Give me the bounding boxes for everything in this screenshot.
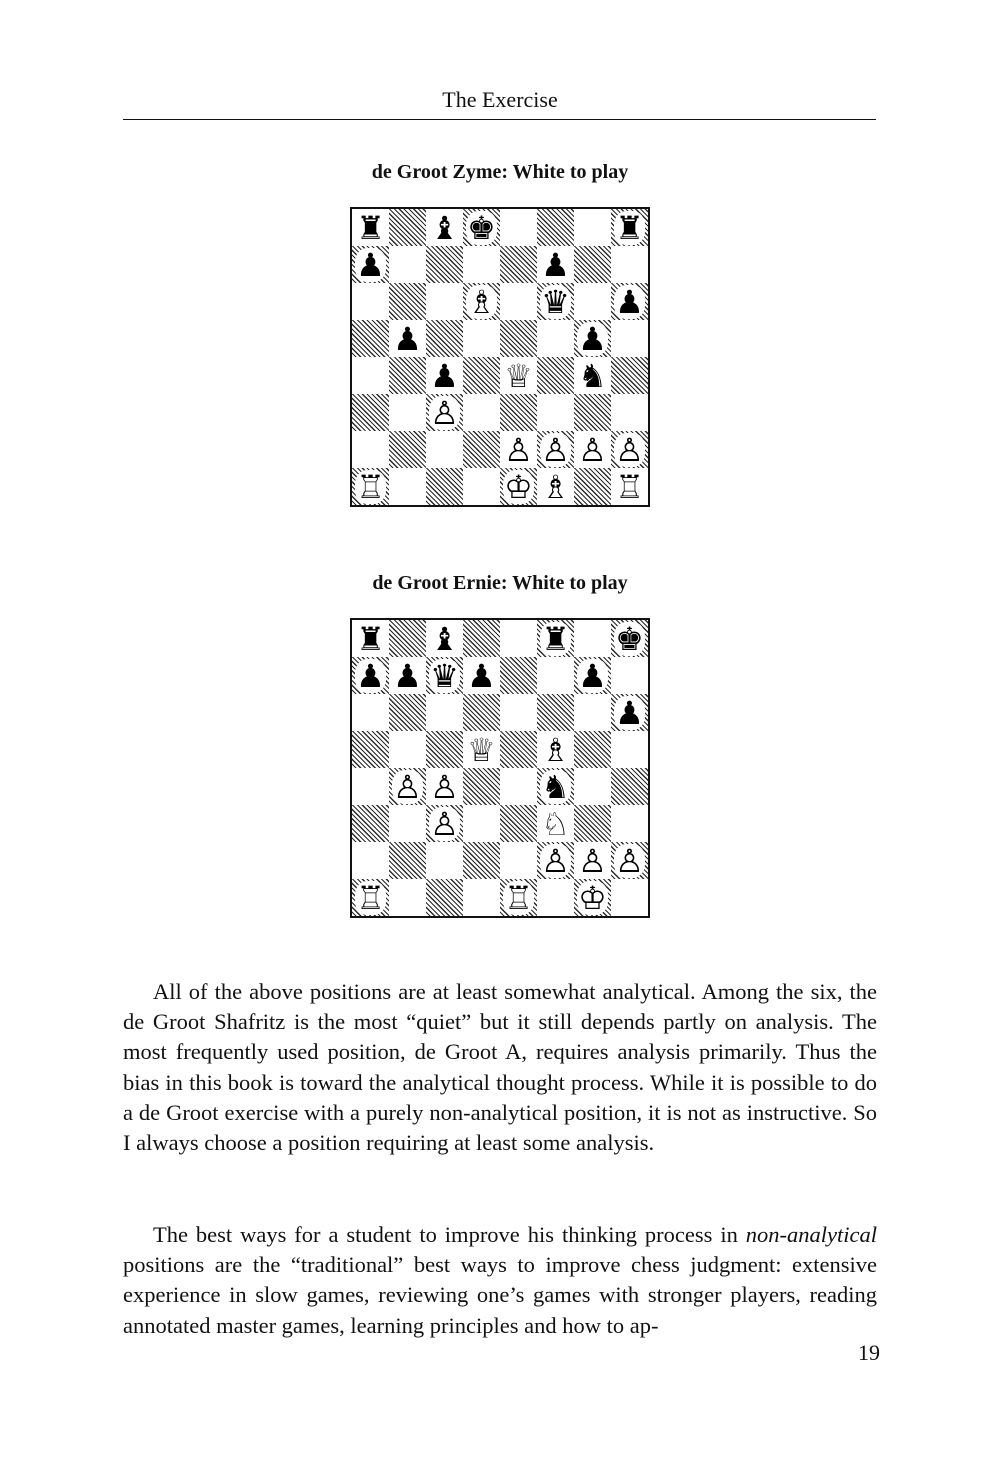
square-c6 <box>426 694 463 731</box>
chess-board-zyme <box>350 207 650 507</box>
square-a2 <box>352 431 389 468</box>
square-b5 <box>389 731 426 768</box>
square-b6 <box>389 694 426 731</box>
chess-piece: ♖ <box>615 467 644 506</box>
square-d3 <box>463 394 500 431</box>
paragraph-2 <box>123 1220 877 1341</box>
square-e1 <box>500 468 537 505</box>
square-e4 <box>500 357 537 394</box>
chess-piece: ♟ <box>356 245 385 284</box>
square-c7 <box>426 657 463 694</box>
square-h2 <box>611 431 648 468</box>
page-number: 19 <box>858 1340 880 1365</box>
paragraph-2-emphasis: non-analytical <box>745 1222 877 1247</box>
square-e6 <box>500 283 537 320</box>
header-rule <box>123 119 876 120</box>
square-d1 <box>463 468 500 505</box>
chess-piece: ♟ <box>393 319 422 358</box>
chess-piece: ♗ <box>467 282 496 321</box>
chess-piece: ♙ <box>430 393 459 432</box>
chess-piece: ♝ <box>430 619 459 658</box>
square-b2 <box>389 842 426 879</box>
square-h2 <box>611 842 648 879</box>
square-b6 <box>389 283 426 320</box>
square-d4 <box>463 357 500 394</box>
square-h1 <box>611 879 648 916</box>
diagram-caption-zyme: de Groot Zyme: White to play <box>371 161 629 183</box>
square-c8 <box>426 209 463 246</box>
square-a3 <box>352 394 389 431</box>
square-e2 <box>500 431 537 468</box>
square-a7 <box>352 657 389 694</box>
square-a6 <box>352 283 389 320</box>
square-g1 <box>574 468 611 505</box>
square-g1 <box>574 879 611 916</box>
square-a7 <box>352 246 389 283</box>
square-a1 <box>352 879 389 916</box>
square-f4 <box>537 357 574 394</box>
square-e7 <box>500 246 537 283</box>
square-c8 <box>426 620 463 657</box>
square-g5 <box>574 731 611 768</box>
square-h8 <box>611 209 648 246</box>
square-c4 <box>426 768 463 805</box>
square-a4 <box>352 768 389 805</box>
square-b5 <box>389 320 426 357</box>
chess-piece: ♙ <box>541 841 570 880</box>
chess-piece: ♙ <box>393 767 422 806</box>
square-h4 <box>611 357 648 394</box>
chess-piece: ♚ <box>467 208 496 247</box>
square-d6 <box>463 283 500 320</box>
square-d7 <box>463 657 500 694</box>
square-d7 <box>463 246 500 283</box>
square-b4 <box>389 357 426 394</box>
chess-piece: ♟ <box>467 656 496 695</box>
square-c5 <box>426 731 463 768</box>
square-f8 <box>537 620 574 657</box>
square-d2 <box>463 842 500 879</box>
chess-piece: ♟ <box>393 656 422 695</box>
square-d5 <box>463 320 500 357</box>
square-c6 <box>426 283 463 320</box>
square-h4 <box>611 768 648 805</box>
chess-piece: ♙ <box>504 430 533 469</box>
square-d2 <box>463 431 500 468</box>
square-h3 <box>611 805 648 842</box>
square-b3 <box>389 394 426 431</box>
square-g7 <box>574 246 611 283</box>
chess-piece: ♜ <box>356 208 385 247</box>
square-c1 <box>426 468 463 505</box>
square-d4 <box>463 768 500 805</box>
chess-piece: ♟ <box>615 693 644 732</box>
chess-piece: ♟ <box>615 282 644 321</box>
square-a4 <box>352 357 389 394</box>
square-g4 <box>574 357 611 394</box>
square-f3 <box>537 805 574 842</box>
square-c3 <box>426 394 463 431</box>
square-h5 <box>611 320 648 357</box>
chess-piece: ♞ <box>578 356 607 395</box>
square-d8 <box>463 209 500 246</box>
paragraph-2-text-end: positions are the “traditional” best ways to improve chess judgment: extensive experience in slow games, reviewing one’s games with stronger players, reading annotated master games, learning principles and how to ap- <box>123 1252 877 1338</box>
chess-piece: ♙ <box>578 841 607 880</box>
square-g8 <box>574 209 611 246</box>
paragraph-1 <box>123 977 877 1158</box>
square-b4 <box>389 768 426 805</box>
square-f5 <box>537 731 574 768</box>
square-b2 <box>389 431 426 468</box>
square-c4 <box>426 357 463 394</box>
square-g3 <box>574 805 611 842</box>
square-d3 <box>463 805 500 842</box>
square-g6 <box>574 694 611 731</box>
chess-piece: ♙ <box>578 430 607 469</box>
chess-piece: ♚ <box>615 619 644 658</box>
square-a5 <box>352 731 389 768</box>
square-h6 <box>611 694 648 731</box>
chess-piece: ♟ <box>578 319 607 358</box>
square-b8 <box>389 620 426 657</box>
square-f8 <box>537 209 574 246</box>
chess-piece: ♟ <box>356 656 385 695</box>
paragraph-1-text: All of the above positions are at least somewhat analytical. Among the six, the de Groot Shafritz is the most “quiet” but it still depends partly on analysis. The most frequently used position, de Groot A, requires analysis primarily. Thus the bias in this book is toward the analytical thought process. While it is possible to do a de Groot exercise with a purely non-analytical position, it is not as instructive. So I always choose a position requiring at least some analysis. <box>123 979 877 1156</box>
square-f6 <box>537 694 574 731</box>
chess-piece: ♕ <box>504 356 533 395</box>
chess-piece: ♟ <box>541 245 570 284</box>
square-f7 <box>537 657 574 694</box>
square-e2 <box>500 842 537 879</box>
square-h1 <box>611 468 648 505</box>
square-e3 <box>500 805 537 842</box>
square-e3 <box>500 394 537 431</box>
chess-piece: ♟ <box>578 656 607 695</box>
square-f2 <box>537 842 574 879</box>
square-d1 <box>463 879 500 916</box>
square-e6 <box>500 694 537 731</box>
chess-piece: ♜ <box>541 619 570 658</box>
square-g4 <box>574 768 611 805</box>
square-f1 <box>537 879 574 916</box>
square-a1 <box>352 468 389 505</box>
paragraph-2-text-start: The best ways for a student to improve his thinking process in <box>153 1222 746 1247</box>
square-b8 <box>389 209 426 246</box>
chess-piece: ♜ <box>356 619 385 658</box>
square-a8 <box>352 209 389 246</box>
chess-piece: ♙ <box>615 430 644 469</box>
square-e5 <box>500 731 537 768</box>
square-c7 <box>426 246 463 283</box>
square-e7 <box>500 657 537 694</box>
chess-piece: ♝ <box>430 208 459 247</box>
square-e5 <box>500 320 537 357</box>
square-h6 <box>611 283 648 320</box>
square-g7 <box>574 657 611 694</box>
square-g8 <box>574 620 611 657</box>
square-a2 <box>352 842 389 879</box>
square-e8 <box>500 209 537 246</box>
square-e8 <box>500 620 537 657</box>
square-a6 <box>352 694 389 731</box>
square-f2 <box>537 431 574 468</box>
square-c5 <box>426 320 463 357</box>
square-c2 <box>426 431 463 468</box>
square-h8 <box>611 620 648 657</box>
chess-piece: ♗ <box>541 730 570 769</box>
chess-piece: ♙ <box>430 767 459 806</box>
square-f4 <box>537 768 574 805</box>
square-h7 <box>611 657 648 694</box>
chess-piece: ♜ <box>615 208 644 247</box>
square-b1 <box>389 879 426 916</box>
square-g5 <box>574 320 611 357</box>
square-a8 <box>352 620 389 657</box>
chess-piece: ♖ <box>356 467 385 506</box>
chess-piece: ♘ <box>541 804 570 843</box>
square-f7 <box>537 246 574 283</box>
square-e1 <box>500 879 537 916</box>
chess-piece: ♞ <box>541 767 570 806</box>
chess-piece: ♙ <box>430 804 459 843</box>
diagram-caption-ernie: de Groot Ernie: White to play <box>372 572 628 594</box>
square-c2 <box>426 842 463 879</box>
square-f6 <box>537 283 574 320</box>
square-h3 <box>611 394 648 431</box>
chess-piece: ♖ <box>504 878 533 917</box>
square-b1 <box>389 468 426 505</box>
square-d8 <box>463 620 500 657</box>
square-f1 <box>537 468 574 505</box>
chess-piece: ♗ <box>541 467 570 506</box>
square-h5 <box>611 731 648 768</box>
square-f5 <box>537 320 574 357</box>
square-e4 <box>500 768 537 805</box>
square-a5 <box>352 320 389 357</box>
chess-piece: ♙ <box>615 841 644 880</box>
chess-board-ernie <box>350 618 650 918</box>
chess-piece: ♔ <box>578 878 607 917</box>
square-g6 <box>574 283 611 320</box>
chess-piece: ♛ <box>430 656 459 695</box>
square-f3 <box>537 394 574 431</box>
square-a3 <box>352 805 389 842</box>
square-b7 <box>389 246 426 283</box>
chess-piece: ♙ <box>541 430 570 469</box>
chess-piece: ♕ <box>467 730 496 769</box>
square-g2 <box>574 842 611 879</box>
chess-piece: ♔ <box>504 467 533 506</box>
square-g3 <box>574 394 611 431</box>
square-h7 <box>611 246 648 283</box>
square-c1 <box>426 879 463 916</box>
running-head: The Exercise <box>442 87 558 112</box>
chess-piece: ♛ <box>541 282 570 321</box>
square-d6 <box>463 694 500 731</box>
square-d5 <box>463 731 500 768</box>
square-c3 <box>426 805 463 842</box>
square-g2 <box>574 431 611 468</box>
chess-piece: ♖ <box>356 878 385 917</box>
chess-piece: ♟ <box>430 356 459 395</box>
square-b7 <box>389 657 426 694</box>
square-b3 <box>389 805 426 842</box>
